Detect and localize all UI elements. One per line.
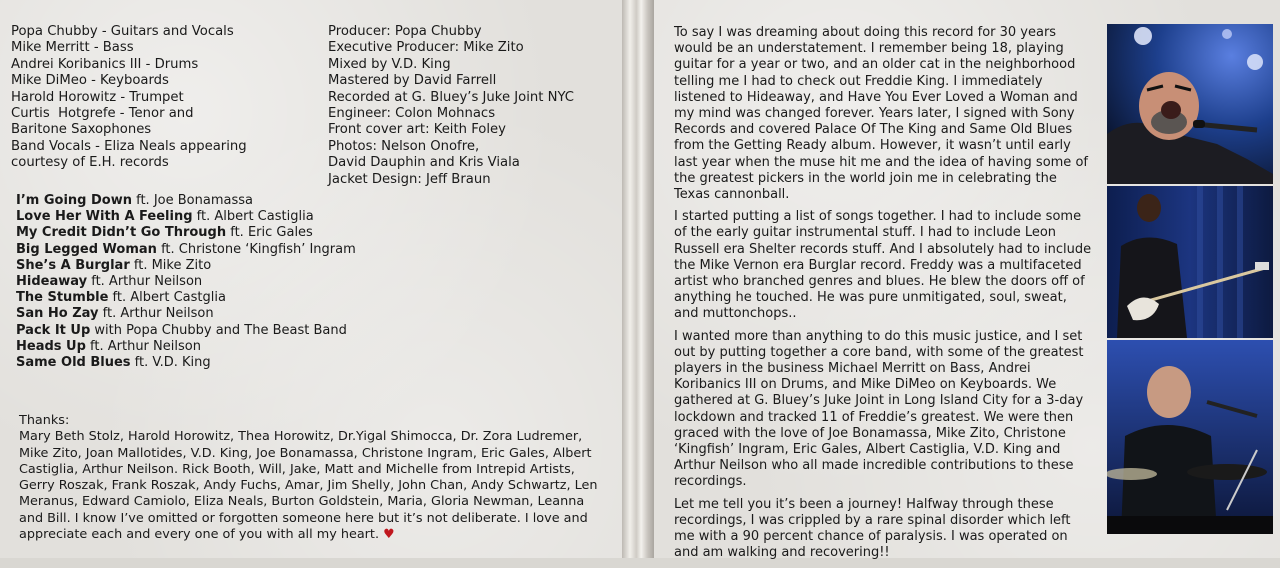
thanks-text: Mary Beth Stolz, Harold Horowitz, Thea Horowitz, Dr.Yigal Shimocca, Dr. Zora Ludremer, Mike Zito, Joan Mallotides, V.D. King, Joe Bonamassa, Christone Ingram, Eric Gales, Albert Castiglia, Arthur Neilson. Rick Booth, Will, Jake, Matt and Michelle from Intrepid Artists, Gerry Roszak, Frank Roszak, Andy Fuchs, Amar, Jim Shelly, John Chan, Andy Schwartz, Len Meranus, Edward Camiolo, Eliza Neals, Burton Goldstein, Maria, Gloria Newman, Leanna and Bill. I know I’ve omitted or forgotten someone here but it’s not deliberate. I love and appreciate each and every one of you with all my heart. bbox=[19, 429, 598, 543]
track-title: Pack It Up bbox=[16, 322, 91, 338]
essay-paragraph: I wanted more than anything to do this music justice, and I set out by putting together a core band, with some of the greatest players in the business Michael Merritt on Bass, Andrei Koribanics III on Drums, and Mike DiMeo on Keyboards. We gathered at G. Bluey’s Juke Joint in Long Island City for a 3-day lockdown and tracked 11 of Freddie’s greatest. We were then graced with the love of Joe Bonamassa, Mike Zito, Christone ‘Kingfish’ Ingram, Eric Gales, Albert Castiglia, V.D. King and Arthur Neilson who all made incredible contributions to these recordings. bbox=[674, 328, 1084, 490]
credit-line: Engineer: Colon Mohnacs bbox=[328, 106, 496, 122]
track-item bbox=[16, 274, 356, 290]
track-item bbox=[16, 225, 356, 241]
credit-line: Mike Merritt - Bass bbox=[11, 40, 134, 56]
track-credit: ft. Arthur Neilson bbox=[85, 338, 201, 354]
bassist-photo bbox=[1107, 186, 1273, 338]
track-item bbox=[16, 242, 356, 258]
track-credit: ft. Mike Zito bbox=[129, 257, 212, 273]
track-title: San Ho Zay bbox=[16, 306, 99, 322]
track-title: Big Legged Woman bbox=[16, 241, 157, 257]
track-credit: ft. V.D. King bbox=[130, 355, 211, 371]
credit-line: Band Vocals - Eliza Neals appearing bbox=[11, 138, 247, 154]
liner-notes-essay bbox=[674, 25, 1094, 568]
track-title: Love Her With A Feeling bbox=[16, 209, 193, 225]
essay-paragraph: Let me tell you it’s been a journey! Halfway through these recordings, I was crippled by a rare spinal disorder which left me with a 90 percent chance of paralysis. I was operated on and am walking and recovering!! bbox=[674, 496, 1071, 561]
track-credit: ft. Joe Bonamassa bbox=[131, 193, 253, 208]
track-credit: ft. Eric Gales bbox=[226, 225, 313, 241]
track-title: Hideaway bbox=[16, 274, 88, 290]
track-list bbox=[16, 193, 356, 371]
credit-line: Mike DiMeo - Keyboards bbox=[11, 73, 169, 89]
credit-line: Baritone Saxophones bbox=[11, 122, 152, 138]
credit-line: Jacket Design: Jeff Braun bbox=[328, 171, 491, 187]
credit-line: David Dauphin and Kris Viala bbox=[328, 155, 520, 171]
credit-line: Executive Producer: Mike Zito bbox=[328, 40, 524, 56]
booklet-spine bbox=[622, 0, 654, 558]
thanks-body bbox=[19, 429, 609, 543]
track-item bbox=[16, 209, 356, 225]
track-title: I’m Going Down bbox=[16, 193, 132, 208]
track-title: She’s A Burglar bbox=[16, 257, 130, 273]
track-credit: ft. Arthur Neilson bbox=[98, 306, 214, 322]
track-credit: ft. Albert Castglia bbox=[108, 290, 226, 306]
track-item bbox=[16, 339, 356, 355]
credit-line: Mastered by David Farrell bbox=[328, 73, 497, 89]
photo-strip bbox=[1107, 24, 1273, 534]
track-item bbox=[16, 258, 356, 274]
drummer-photo bbox=[1107, 340, 1273, 534]
track-item bbox=[16, 306, 356, 322]
track-credit: with Popa Chubby and The Beast Band bbox=[90, 322, 347, 338]
track-title: My Credit Didn’t Go Through bbox=[16, 225, 227, 241]
credit-line: Photos: Nelson Onofre, bbox=[328, 138, 480, 154]
credit-line: Harold Horowitz - Trumpet bbox=[11, 89, 184, 105]
thanks-section bbox=[19, 413, 609, 543]
credit-line: Producer: Popa Chubby bbox=[328, 24, 482, 39]
track-credit: ft. Albert Castiglia bbox=[192, 209, 314, 225]
credit-line: Curtis Hotgrefe - Tenor and bbox=[11, 106, 194, 122]
track-credit: ft. Arthur Neilson bbox=[87, 274, 203, 290]
musician-credits bbox=[11, 24, 247, 172]
essay-paragraph: To say I was dreaming about doing this record for 30 years would be an understatement. I remember being 18, playing guitar for a year or two, and an older cat in the neighborhood telling me I had to check out Freddie King. I immediately listened to Hideaway, and Have You Ever Loved a Woman and my mind was changed forever. Years later, I signed with Sony Records and covered Palace Of The King and Same Old Blues from the Getting Ready album. However, it wasn’t until early last year when the muse hit me and the idea of having some of the greatest pickers in the world join me in celebrating the Texas cannonball. bbox=[674, 25, 1088, 203]
essay-paragraph: I started putting a list of songs together. I had to include some of the early guitar instrumental stuff. I had to include Leon Russell era Shelter records stuff. And I absolutely had to include the Mike Vernon era Burglar record. Freddy was a multifaceted artist who branched genres and blues. He blew the doors off of anything he touched. He was pure unmitigated, soul, sweat, and muttonchops.. bbox=[674, 209, 1092, 322]
track-item bbox=[16, 323, 356, 339]
credit-line: Andrei Koribanics III - Drums bbox=[11, 56, 199, 72]
track-credit: ft. Christone ‘Kingfish’ Ingram bbox=[156, 241, 356, 257]
track-title: Same Old Blues bbox=[16, 355, 131, 371]
track-title: The Stumble bbox=[16, 290, 109, 306]
thanks-heading: Thanks: bbox=[19, 413, 70, 428]
track-item bbox=[16, 355, 356, 371]
credit-line: Popa Chubby - Guitars and Vocals bbox=[11, 24, 234, 39]
credit-line: Front cover art: Keith Foley bbox=[328, 122, 506, 138]
heart-icon: ♥ bbox=[383, 527, 395, 543]
production-credits bbox=[328, 24, 574, 188]
credit-line: Mixed by V.D. King bbox=[328, 56, 451, 72]
credit-line: courtesy of E.H. records bbox=[11, 155, 169, 171]
track-title: Heads Up bbox=[16, 338, 86, 354]
track-item bbox=[16, 193, 356, 209]
credit-line: Recorded at G. Bluey’s Juke Joint NYC bbox=[328, 89, 574, 105]
track-item bbox=[16, 290, 356, 306]
singer-photo bbox=[1107, 24, 1273, 184]
